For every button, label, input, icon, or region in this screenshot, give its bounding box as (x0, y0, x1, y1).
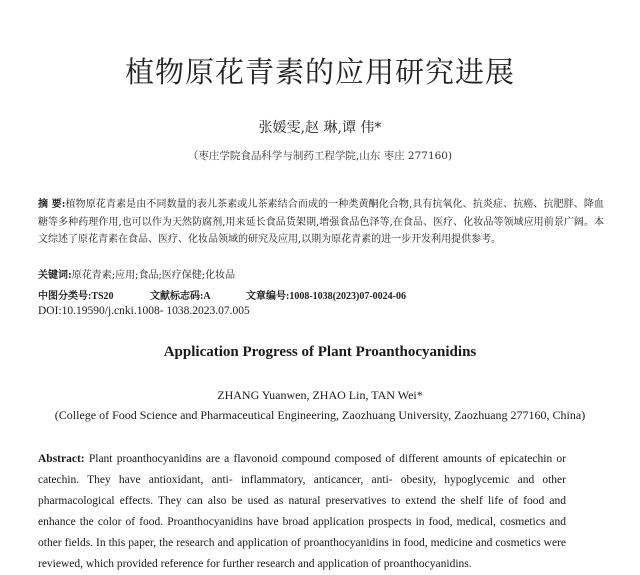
chinese-title: 植物原花青素的应用研究进展 (124, 55, 515, 89)
article-number: 文章编号:1008-1038(2023)07-0024-06 (246, 291, 406, 302)
chinese-keywords (38, 266, 604, 281)
english-abstract (38, 449, 566, 575)
english-abstract-label: Abstract: (38, 453, 85, 465)
chinese-keywords-text: 原花青素;应用;食品;医疗保健;化妆品 (71, 270, 236, 281)
chinese-abstract (38, 196, 604, 249)
chinese-abstract-label: 摘 要: (38, 199, 66, 210)
english-affiliation: (College of Food Science and Pharmaceutical Engineering, Zaozhuang University, Zaozhuang 277160, China) (54, 408, 586, 422)
english-title: Application Progress of Plant Proanthocyanidins (163, 344, 477, 360)
chinese-abstract-text: 植物原花青素是由不同数量的表儿茶素或儿茶素结合而成的一种类黄酮化合物,具有抗氧化、抗炎症、抗癌、抗肥胖、降血糖等多种药理作用,也可以作为天然防腐剂,用来延长食品货架期,增强食品色泽等,在食品、医疗、化妆品等领域应用前景广阔。本文综述了原花青素在食品、医疗、化妆品领域的研究及应用,以期为原花青素的进一步开发利用提供参考。 (38, 199, 604, 245)
document-code: 文献标志码:A (150, 291, 211, 302)
clc-number: 中图分类号:TS20 (38, 291, 114, 302)
english-authors: ZHANG Yuanwen, ZHAO Lin, TAN Wei* (217, 388, 423, 402)
chinese-affiliation: （枣庄学院食品科学与制药工程学院,山东 枣庄 277160) (187, 150, 453, 162)
english-abstract-text: Plant proanthocyanidins are a flavonoid compound composed of different amounts of epicatechin or catechin. They have antioxidant, anti- inflammatory, anticancer, anti- obesity, hypoglycemic and other pharmacological effects. They can also be used as natural preservatives to extend the shelf life of food and enhance the color of food. Proanthocyanidins have broad application prospects in food, medical, cosmetics and other fields. In this paper, the research and application of proanthocyanidins in food, medicine and cosmetics were reviewed, which provided reference for further research and application of proanthocyanidins. (38, 453, 567, 570)
chinese-authors: 张媛雯,赵 琳,谭 伟* (258, 120, 382, 136)
doi: DOI:10.19590/j.cnki.1008- 1038.2023.07.005 (38, 305, 250, 317)
chinese-keywords-label: 关键词: (38, 270, 72, 281)
